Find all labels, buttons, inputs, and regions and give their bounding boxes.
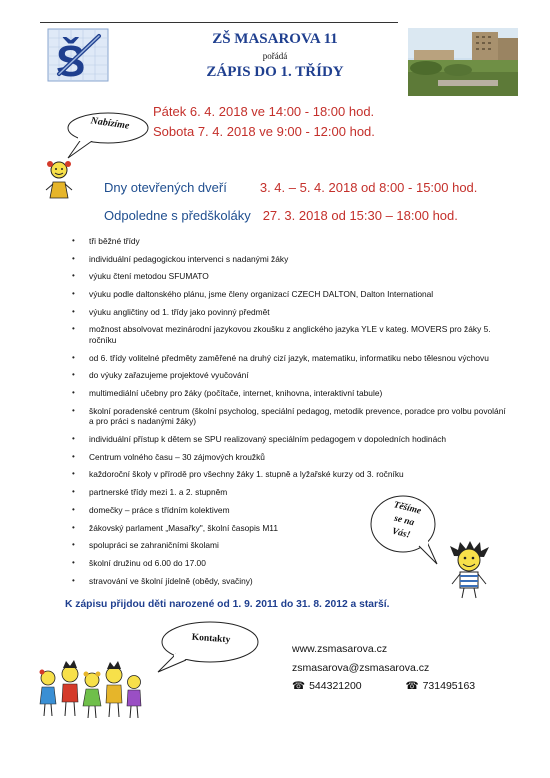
date-saturday: Sobota 7. 4. 2018 ve 9:00 - 12:00 hod. bbox=[153, 124, 375, 139]
preschool-row bbox=[104, 208, 458, 223]
event-title: ZÁPIS DO 1. TŘÍDY bbox=[206, 64, 344, 80]
list-item: • žákovský parlament „Masařky", školní časopis M11 bbox=[72, 522, 278, 533]
contacts-bubble-text: Kontakty bbox=[191, 632, 231, 646]
list-item: • výuku čtení metodou SFUMATO bbox=[72, 271, 209, 282]
open-days-label: Dny otevřených dveří bbox=[104, 180, 227, 195]
list-item: • spolupráci se zahraničními školami bbox=[72, 540, 219, 551]
list-item: • individuální pedagogickou intervenci s nadanými žáky bbox=[72, 253, 289, 264]
welcome-bubble-text: Těšíme se na Vás! bbox=[390, 500, 423, 541]
phone-icon: ☎ bbox=[292, 680, 306, 692]
list-item: • každoroční školy v přírodě pro všechny žáky 1. stupně a lyžařské kurzy od 3. ročníku bbox=[72, 469, 404, 480]
date-friday: Pátek 6. 4. 2018 ve 14:00 - 18:00 hod. bbox=[153, 104, 375, 119]
eligibility-note: K zápisu přijdou děti narozené od 1. 9. 2011 do 31. 8. 2012 a starší. bbox=[65, 599, 390, 610]
list-item: • tři běžné třídy bbox=[72, 236, 140, 246]
list-item: • individuální přístup k dětem se SPU realizovaný speciálním pedagogem v dopoledních hodinách bbox=[72, 434, 447, 445]
open-days-row bbox=[104, 180, 477, 195]
school-building-photo bbox=[408, 28, 518, 96]
school-logo bbox=[47, 28, 109, 82]
list-item: • Centrum volného času – 30 zájmových kroužků bbox=[72, 451, 265, 462]
phone-number-2[interactable]: 731495163 bbox=[422, 680, 476, 692]
girl-figure-illustration bbox=[44, 158, 74, 200]
mobile-phone-icon: ☎ bbox=[405, 680, 419, 692]
boy-figure-illustration bbox=[446, 540, 492, 600]
list-item: • školní poradenské centrum (školní psycholog, speciální pedagog, metodik prevence, poradce pro volbu povolání a pro práci s nadanými žáky) bbox=[72, 405, 506, 427]
list-item: • partnerské třídy mezi 1. a 2. stupněm bbox=[72, 487, 228, 498]
offer-speech-bubble bbox=[58, 108, 150, 160]
list-item: • možnost absolvovat mezinárodní jazykovou zkoušku z anglického jazyka YLE v kateg. MOVERS pro žáky 5. ročníku bbox=[72, 324, 491, 346]
open-days-value: 3. 4. – 5. 4. 2018 od 8:00 - 15:00 hod. bbox=[259, 180, 478, 195]
preschool-label: Odpoledne s předškoláky bbox=[104, 208, 251, 223]
phone-row bbox=[292, 680, 475, 692]
header-rule bbox=[40, 22, 398, 23]
website-link[interactable]: www.zsmasarova.cz bbox=[292, 643, 388, 655]
preschool-value: 27. 3. 2018 od 15:30 – 18:00 hod. bbox=[262, 208, 458, 223]
organizes-label: pořádá bbox=[262, 51, 288, 61]
list-item: • školní družinu od 6.00 do 17.00 bbox=[72, 557, 206, 568]
list-item: • multimediální učebny pro žáky (počítače, internet, knihovna, interaktivní tabule) bbox=[72, 388, 383, 399]
contacts-speech-bubble bbox=[152, 618, 262, 674]
offer-bubble-text: Nabízíme bbox=[89, 115, 131, 132]
list-item: • výuku podle daltonského plánu, jsme členy organizací CZECH DALTON, Dalton International bbox=[72, 289, 434, 300]
phone-number-1[interactable]: 544321200 bbox=[309, 680, 362, 692]
children-group-illustration bbox=[38, 660, 142, 722]
list-item: • domečky – práce s třídním kolektivem bbox=[72, 504, 230, 515]
svg-text:Š: Š bbox=[56, 37, 86, 82]
list-item: • výuku angličtiny od 1. třídy jako povinný předmět bbox=[72, 306, 270, 317]
list-item: • od 6. třídy volitelné předměty zaměřené na druhý cizí jazyk, matematiku, informatiku nebo tělesnou výchovu bbox=[72, 352, 489, 363]
email-link[interactable]: zsmasarova@zsmasarova.cz bbox=[292, 662, 430, 674]
list-item: • stravování ve školní jídelně (obědy, svačiny) bbox=[72, 575, 253, 586]
school-name: ZŠ MASAROVA 11 bbox=[212, 31, 338, 47]
list-item: • do výuky zařazujeme projektové vyučování bbox=[72, 370, 249, 381]
welcome-speech-bubble bbox=[365, 494, 445, 566]
